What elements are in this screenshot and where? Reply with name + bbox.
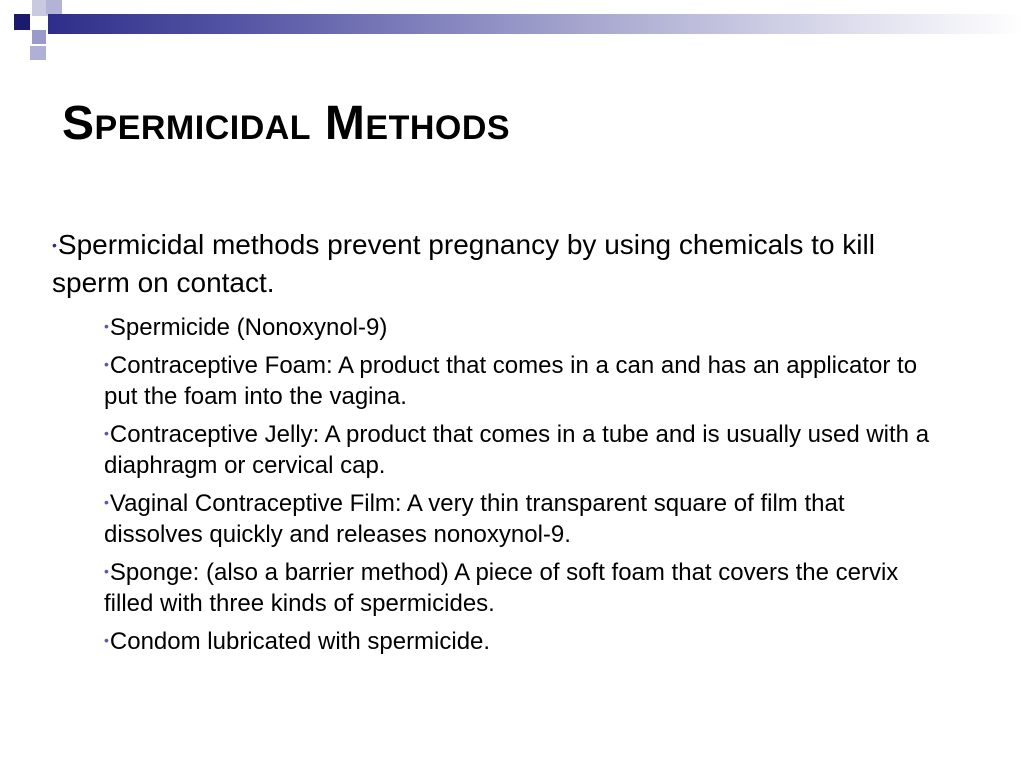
sub-bullet xyxy=(52,311,944,343)
sub-bullet xyxy=(52,556,944,619)
decor-square xyxy=(30,46,46,60)
sub-bullet xyxy=(52,625,944,657)
sub-bullet-text: Condom lubricated with spermicide. xyxy=(109,628,491,655)
sub-bullet-text: Contraceptive Jelly: A product that comes in a tube and is usually used with a diaphragm or cervical cap. xyxy=(104,421,930,479)
header-gradient-bar xyxy=(48,14,1024,34)
decor-square xyxy=(14,14,30,30)
main-bullet xyxy=(52,226,952,301)
sub-bullet xyxy=(52,418,944,481)
bullet-icon: • xyxy=(52,237,57,253)
bullet-list xyxy=(52,226,952,657)
bullet-icon: • xyxy=(104,494,109,510)
sub-bullet-text: Contraceptive Foam: A product that comes in a can and has an applicator to put the foam into the vagina. xyxy=(104,352,918,410)
bullet-icon: • xyxy=(104,425,109,441)
bullet-icon: • xyxy=(104,563,109,579)
sub-bullet xyxy=(52,349,944,412)
decor-square xyxy=(46,0,62,14)
main-bullet-text: Spermicidal methods prevent pregnancy by using chemicals to kill sperm on contact. xyxy=(52,229,875,298)
decor-square xyxy=(14,32,28,46)
sub-bullet-text: Spermicide (Nonoxynol-9) xyxy=(109,314,388,341)
sub-bullet-text: Vaginal Contraceptive Film: A very thin transparent square of film that dissolves quickly and releases nonoxynol-9. xyxy=(104,490,845,548)
decor-square xyxy=(32,30,46,44)
sub-bullet xyxy=(52,487,944,550)
bullet-icon: • xyxy=(104,356,109,372)
bullet-icon: • xyxy=(104,632,109,648)
bullet-icon: • xyxy=(104,318,109,334)
sub-bullet-text: Sponge: (also a barrier method) A piece of soft foam that covers the cervix filled with three kinds of spermicides. xyxy=(104,559,899,617)
slide-title: Spermicidal Methods xyxy=(62,97,511,150)
